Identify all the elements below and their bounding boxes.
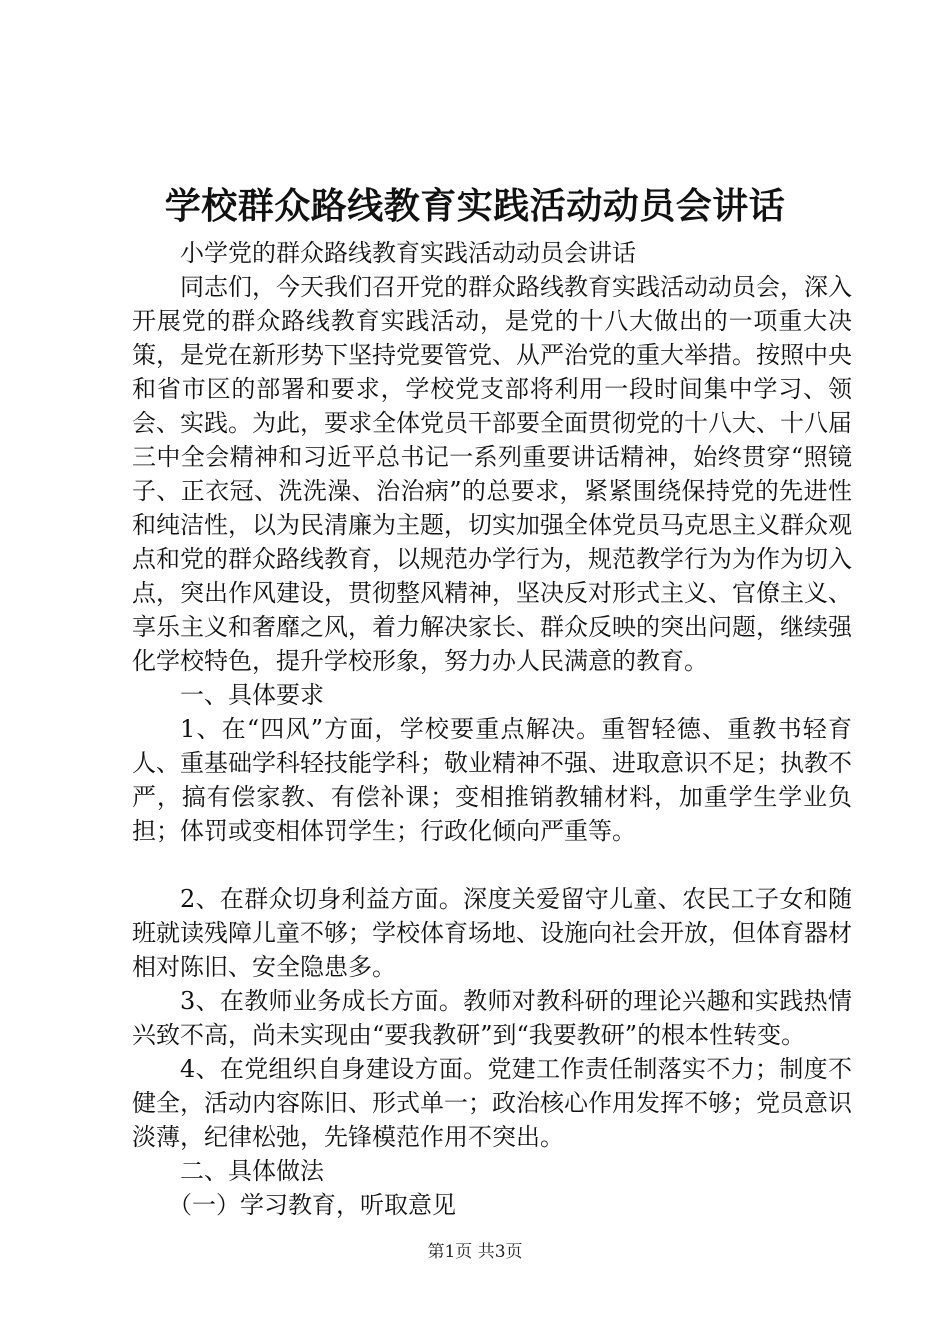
requirement-item-1: 1、在“四风”方面，学校要重点解决。重智轻德、重教书轻育人、重基础学科轻技能学科；敬业精神不强、进取意识不足；执教不严，搞有偿家教、有偿补课；变相推销教辅材料，加重学生学业负担；体罚或变相体罚学生；行政化倾向严重等。: [132, 715, 852, 845]
document-title: 学校群众路线教育实践活动动员会讲话: [164, 185, 786, 227]
subsection-heading-learning: （一）学习教育，听取意见: [168, 1191, 456, 1219]
requirement-item-3: 3、在教师业务成长方面。教师对教科研的理论兴趣和实践热情兴致不高，尚未实现由“要我教研”到“我要教研”的根本性转变。: [132, 987, 852, 1049]
section-heading-requirements: 一、具体要求: [180, 681, 324, 709]
subtitle-paragraph: 小学党的群众路线教育实践活动动员会讲话: [180, 239, 636, 267]
requirement-item-2: 2、在群众切身利益方面。深度关爱留守儿童、农民工子女和随班就读残障儿童不够；学校体育场地、设施向社会开放，但体育器材相对陈旧、安全隐患多。: [132, 885, 852, 981]
opening-paragraph: 同志们，今天我们召开党的群众路线教育实践活动动员会，深入开展党的群众路线教育实践活动，是党的十八大做出的一项重大决策，是党在新形势下坚持党要管党、从严治党的重大举措。按照中央和省市区的部署和要求，学校党支部将利用一段时间集中学习、领会、实践。为此，要求全体党员干部要全面贯彻党的十八大、十八届三中全会精神和习近平总书记一系列重要讲话精神，始终贯穿“照镜子、正衣冠、洗洗澡、治治病”的总要求，紧紧围绕保持党的先进性和纯洁性，以为民清廉为主题，切实加强全体党员马克思主义群众观点和党的群众路线教育，以规范办学行为，规范教学行为为作为切入点，突出作风建设，贯彻整风精神，坚决反对形式主义、官僚主义、享乐主义和奢靡之风，着力解决家长、群众反映的突出问题，继续强化学校特色，提升学校形象，努力办人民满意的教育。: [132, 273, 852, 675]
page-number-footer: 第1页 共3页: [427, 1242, 523, 1262]
section-heading-methods: 二、具体做法: [180, 1157, 324, 1185]
requirement-item-4: 4、在党组织自身建设方面。党建工作责任制落实不力；制度不健全，活动内容陈旧、形式单一；政治核心作用发挥不够；党员意识淡薄，纪律松弛，先锋模范作用不突出。: [132, 1055, 852, 1151]
paragraph-gap: [132, 848, 852, 882]
document-body: [132, 236, 852, 1222]
